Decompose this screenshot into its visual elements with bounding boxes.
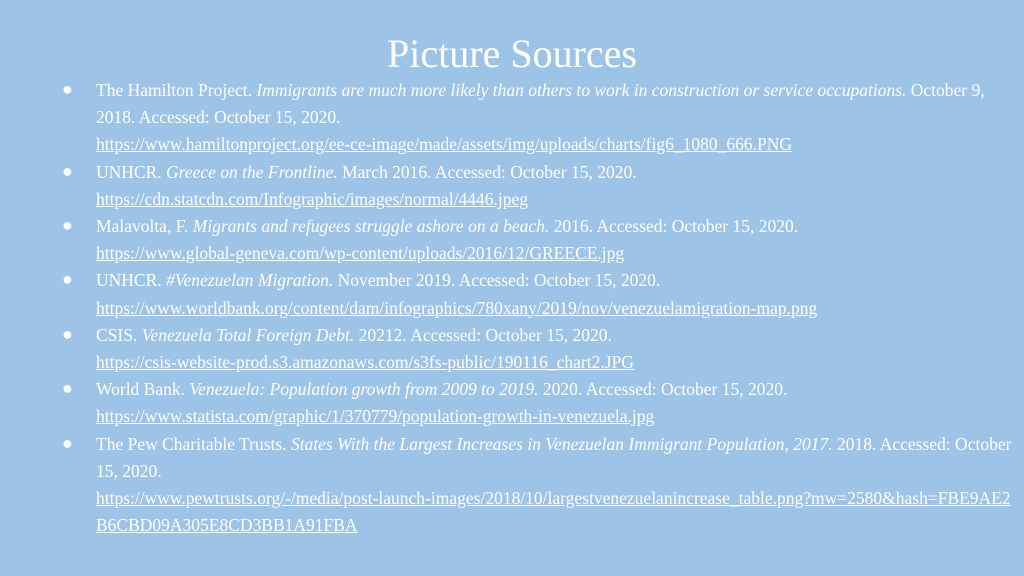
bullet-icon: ● [62, 432, 73, 453]
source-link[interactable]: https://www.worldbank.org/content/dam/infographics/780xany/2019/nov/venezuelamigration-map.png [96, 297, 818, 318]
source-title: Immigrants are much more likely than others to work in construction or service occupations. [256, 80, 907, 100]
source-item [62, 159, 1020, 213]
source-author: The Hamilton Project. [96, 80, 253, 100]
source-title: #Venezuelan Migration. [166, 270, 334, 291]
slide-title: Picture Sources [387, 31, 637, 76]
source-link[interactable]: https://www.statista.com/graphic/1/370779/population-growth-in-venezuela.jpg [96, 406, 655, 427]
source-details: 20212. Accessed: October 15, 2020. [358, 324, 612, 345]
source-title: Venezuela Total Foreign Debt. [141, 324, 355, 345]
bullet-icon: ● [62, 160, 73, 181]
source-details: 2020. Accessed: October 15, 2020. [542, 379, 788, 400]
source-author: Malavolta, F. [96, 216, 189, 237]
sources-list [62, 77, 1020, 539]
source-item [62, 77, 1020, 159]
source-link[interactable]: https://csis-website-prod.s3.amazonaws.com/s3fs-public/190116_chart2.JPG [96, 352, 634, 373]
source-author: World Bank. [96, 379, 185, 400]
source-title: States With the Largest Increases in Venezuelan Immigrant Population, 2017. [290, 433, 833, 454]
source-details: 2018. Accessed: October 15, 2020. [96, 433, 1012, 481]
source-item [62, 267, 1020, 321]
source-link[interactable]: https://www.pewtrusts.org/-/media/post-launch-images/2018/10/largestvenezuelanincrease_table.png?mw=2580&hash=FBE9AE2B6CBD09A305E8CD3BB1A91FBA [96, 488, 1011, 536]
source-details: 2016. Accessed: October 15, 2020. [553, 216, 799, 237]
source-title: Venezuela: Population growth from 2009 to 2019. [189, 379, 539, 400]
source-link[interactable]: https://www.hamiltonproject.org/ee-ce-image/made/assets/img/uploads/charts/fig6_1080_666.PNG [96, 134, 792, 155]
source-item [62, 376, 1020, 430]
source-details: November 2019. Accessed: October 15, 2020. [337, 270, 661, 291]
source-author: UNHCR. [96, 270, 162, 291]
source-author: The Pew Charitable Trusts. [96, 433, 287, 454]
source-author: CSIS. [96, 324, 138, 345]
source-link[interactable]: https://www.global-geneva.com/wp-content/uploads/2016/12/GREECE.jpg [96, 243, 625, 264]
bullet-icon: ● [62, 323, 73, 344]
source-title: Migrants and refugees struggle ashore on a beach. [192, 216, 550, 237]
source-item [62, 213, 1020, 267]
bullet-icon: ● [62, 79, 73, 99]
source-title: Greece on the Frontline. [166, 161, 338, 182]
source-details: March 2016. Accessed: October 15, 2020. [342, 161, 637, 182]
bullet-icon: ● [62, 269, 73, 290]
source-item [62, 322, 1020, 376]
source-details: October 9, 2018. Accessed: October 15, 2020. [96, 80, 985, 128]
bullet-icon: ● [62, 215, 73, 236]
bullet-icon: ● [62, 378, 73, 399]
source-author: UNHCR. [96, 161, 162, 182]
source-link[interactable]: https://cdn.statcdn.com/Infographic/images/normal/4446.jpeg [96, 188, 529, 209]
source-item [62, 431, 1020, 540]
